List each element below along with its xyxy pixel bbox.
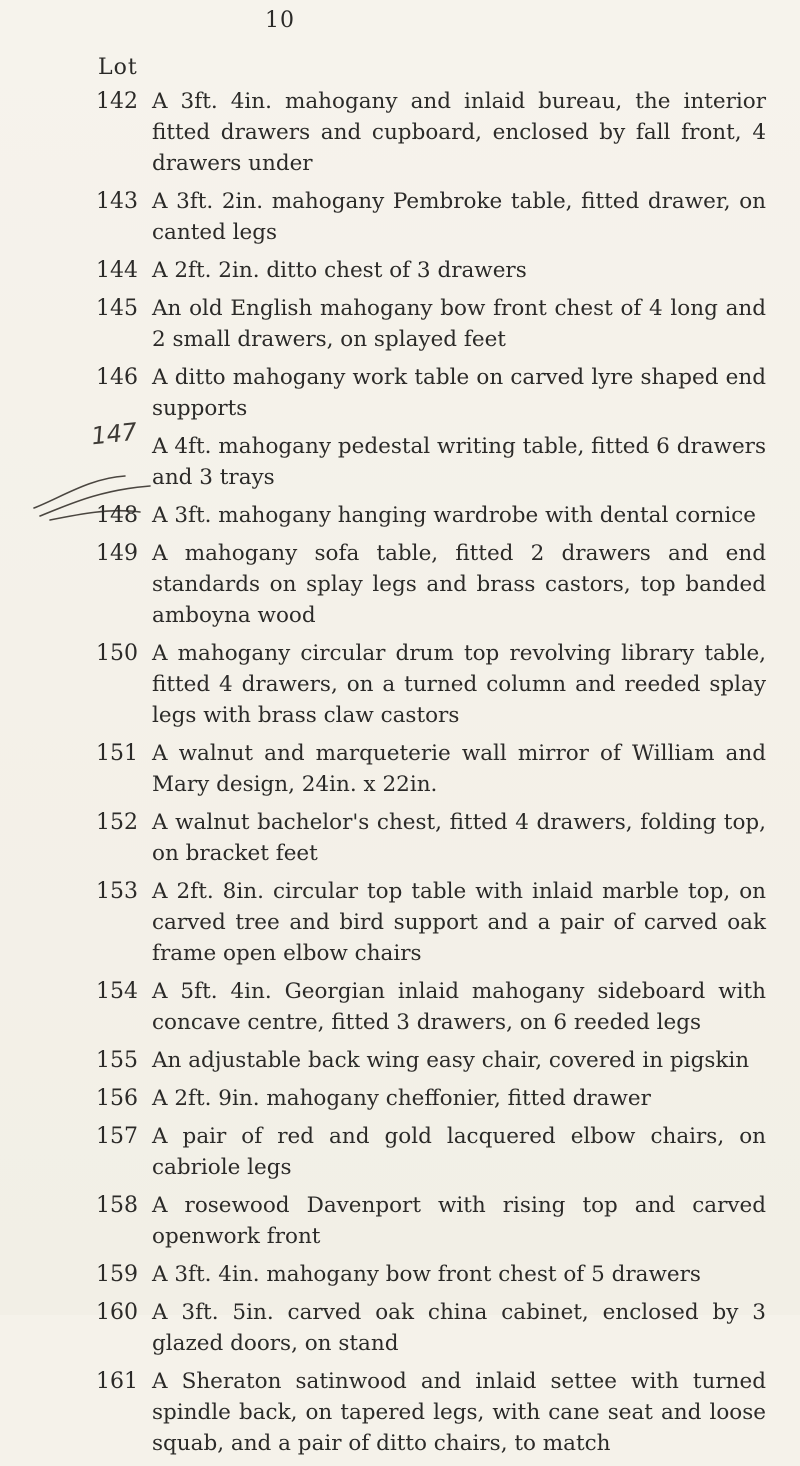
page-number: 10 xyxy=(265,8,295,33)
lot-entry xyxy=(0,738,800,800)
lot-entry xyxy=(0,807,800,869)
lot-entry xyxy=(0,1366,800,1459)
lot-column-header: Lot xyxy=(98,55,138,80)
lot-number: 149 xyxy=(96,541,138,566)
lot-description: A 3ft. mahogany hanging wardrobe with dental cornice xyxy=(152,503,756,528)
lot-description: A 2ft. 2in. ditto chest of 3 drawers xyxy=(152,258,527,283)
lot-number: 152 xyxy=(96,810,138,835)
lot-number: 156 xyxy=(96,1086,138,1111)
lot-number: 142 xyxy=(96,89,138,114)
lot-entry xyxy=(0,500,800,531)
lot-entry xyxy=(0,417,800,493)
lot-entry xyxy=(0,1045,800,1076)
lot-description: A walnut and marqueterie wall mirror of William and Mary design, 24in. x 22in. xyxy=(152,741,766,797)
lot-number: 151 xyxy=(96,741,138,766)
lot-description: A 2ft. 9in. mahogany cheffonier, fitted drawer xyxy=(152,1086,651,1111)
lot-entry xyxy=(0,1121,800,1183)
lot-number: 158 xyxy=(96,1193,138,1218)
lot-number: 145 xyxy=(96,296,138,321)
lot-list xyxy=(0,86,800,1466)
lot-entry xyxy=(0,1297,800,1359)
lot-number: 153 xyxy=(96,879,138,904)
lot-entry xyxy=(0,255,800,286)
lot-number: 154 xyxy=(96,979,138,1004)
lot-description: A walnut bachelor's chest, fitted 4 drawers, folding top, on bracket feet xyxy=(152,810,766,866)
lot-description: A 3ft. 2in. mahogany Pembroke table, fitted drawer, on canted legs xyxy=(152,189,766,245)
lot-number: 143 xyxy=(96,189,138,214)
lot-number: 144 xyxy=(96,258,138,283)
lot-description: A 4ft. mahogany pedestal writing table, fitted 6 drawers and 3 trays xyxy=(152,434,766,490)
lot-entry xyxy=(0,293,800,355)
lot-description: A ditto mahogany work table on carved lyre shaped end supports xyxy=(152,365,766,421)
lot-description: A Sheraton satinwood and inlaid settee with turned spindle back, on tapered legs, with cane seat and loose squab, and a pair of ditto chairs, to match xyxy=(152,1369,766,1456)
lot-number: 159 xyxy=(96,1262,138,1287)
lot-description: A rosewood Davenport with rising top and carved openwork front xyxy=(152,1193,766,1249)
lot-description: A 5ft. 4in. Georgian inlaid mahogany sideboard with concave centre, fitted 3 drawers, on 6 reeded legs xyxy=(152,979,766,1035)
lot-entry xyxy=(0,186,800,248)
lot-number: 155 xyxy=(96,1048,138,1073)
lot-number: 157 xyxy=(96,1124,138,1149)
lot-entry xyxy=(0,1083,800,1114)
lot-description: A mahogany sofa table, fitted 2 drawers and end standards on splay legs and brass castors, top banded amboyna wood xyxy=(152,541,766,628)
lot-number: 146 xyxy=(96,365,138,390)
lot-entry xyxy=(0,1190,800,1252)
lot-description: A 2ft. 8in. circular top table with inlaid marble top, on carved tree and bird support and a pair of carved oak frame open elbow chairs xyxy=(152,879,766,966)
lot-description: A 3ft. 4in. mahogany and inlaid bureau, the interior fitted drawers and cupboard, enclosed by fall front, 4 drawers under xyxy=(152,89,766,176)
lot-number: 150 xyxy=(96,641,138,666)
lot-entry xyxy=(0,538,800,631)
lot-number: 148 xyxy=(96,503,138,528)
lot-description: A 3ft. 5in. carved oak china cabinet, enclosed by 3 glazed doors, on stand xyxy=(152,1300,766,1356)
lot-number: 147 xyxy=(89,417,139,451)
lot-description: A 3ft. 4in. mahogany bow front chest of 5 drawers xyxy=(152,1262,701,1287)
lot-entry xyxy=(0,638,800,731)
lot-entry xyxy=(0,362,800,424)
lot-entry xyxy=(0,1259,800,1290)
lot-description: An old English mahogany bow front chest of 4 long and 2 small drawers, on splayed feet xyxy=(152,296,766,352)
lot-number: 160 xyxy=(96,1300,138,1325)
lot-number: 161 xyxy=(96,1369,138,1394)
lot-description: An adjustable back wing easy chair, covered in pigskin xyxy=(152,1048,750,1073)
lot-description: A pair of red and gold lacquered elbow chairs, on cabriole legs xyxy=(152,1124,766,1180)
lot-entry xyxy=(0,86,800,179)
lot-entry xyxy=(0,876,800,969)
lot-entry xyxy=(0,976,800,1038)
lot-description: A mahogany circular drum top revolving library table, fitted 4 drawers, on a turned column and reeded splay legs with brass claw castors xyxy=(152,641,766,728)
